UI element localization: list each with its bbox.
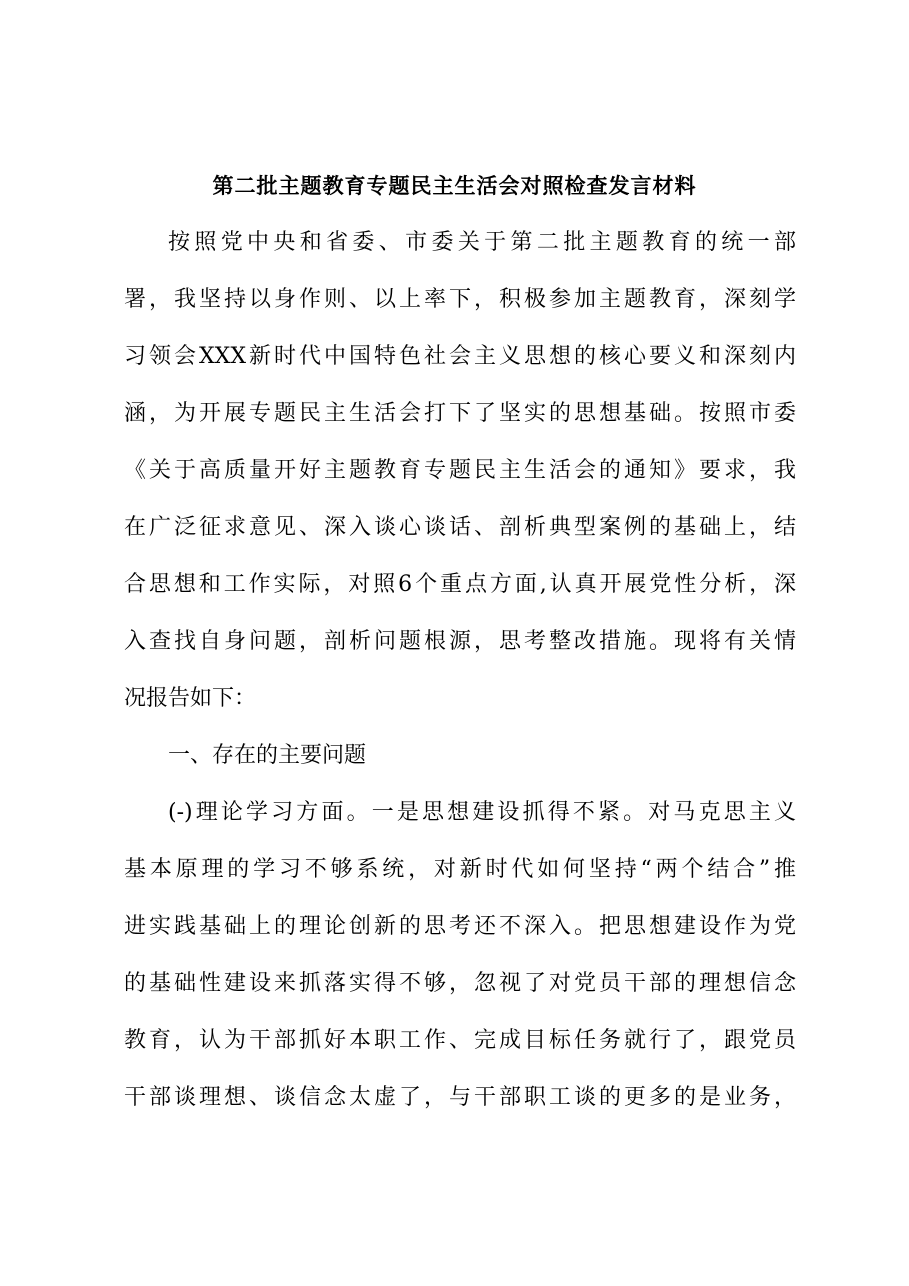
paragraph-1-line-3: 习领会XXX新时代中国特色社会主义思想的核心要义和深刻内 (124, 344, 796, 369)
paragraph-2-line-5: 教育，认为干部抓好本职工作、完成目标任务就行了，跟党员 (124, 1028, 796, 1053)
document-title: 第二批主题教育专题民主生活会对照检查发言材料 (212, 174, 697, 198)
paragraph-2-line-4: 的基础性建设来抓落实得不够，忽视了对党员干部的理想信念 (124, 971, 796, 996)
paragraph-1-line-1: 按照党中央和省委、市委关于第二批主题教育的统一部 (168, 230, 796, 255)
paragraph-1-line-9: 况报告如下： (124, 686, 257, 711)
paragraph-1-line-5: 《关于高质量开好主题教育专题民主生活会的通知》要求，我 (124, 458, 796, 483)
paragraph-1-line-2: 署，我坚持以身作则、以上率下，积极参加主题教育，深刻学 (124, 287, 796, 312)
paragraph-1-line-6: 在广泛征求意见、深入谈心谈话、剖析典型案例的基础上，结 (124, 515, 796, 540)
paragraph-1-line-8: 入查找自身问题，剖析问题根源，思考整改措施。现将有关情 (124, 629, 796, 654)
paragraph-2-line-3: 进实践基础上的理论创新的思考还不深入。把思想建设作为党 (124, 914, 796, 939)
paragraph-2-line-1: (-)理论学习方面。一是思想建设抓得不紧。对马克思主义 (168, 800, 796, 825)
paragraph-2-line-2: 基本原理的学习不够系统，对新时代如何坚持“两个结合”推 (124, 857, 796, 882)
section-heading-1: 一、存在的主要问题 (168, 743, 367, 768)
paragraph-1-line-4: 涵，为开展专题民主生活会打下了坚实的思想基础。按照市委 (124, 401, 796, 426)
paragraph-2-line-6: 干部谈理想、谈信念太虚了，与干部职工谈的更多的是业务， (124, 1085, 796, 1110)
paragraph-1-line-7: 合思想和工作实际，对照6个重点方面,认真开展党性分析，深 (124, 572, 796, 597)
